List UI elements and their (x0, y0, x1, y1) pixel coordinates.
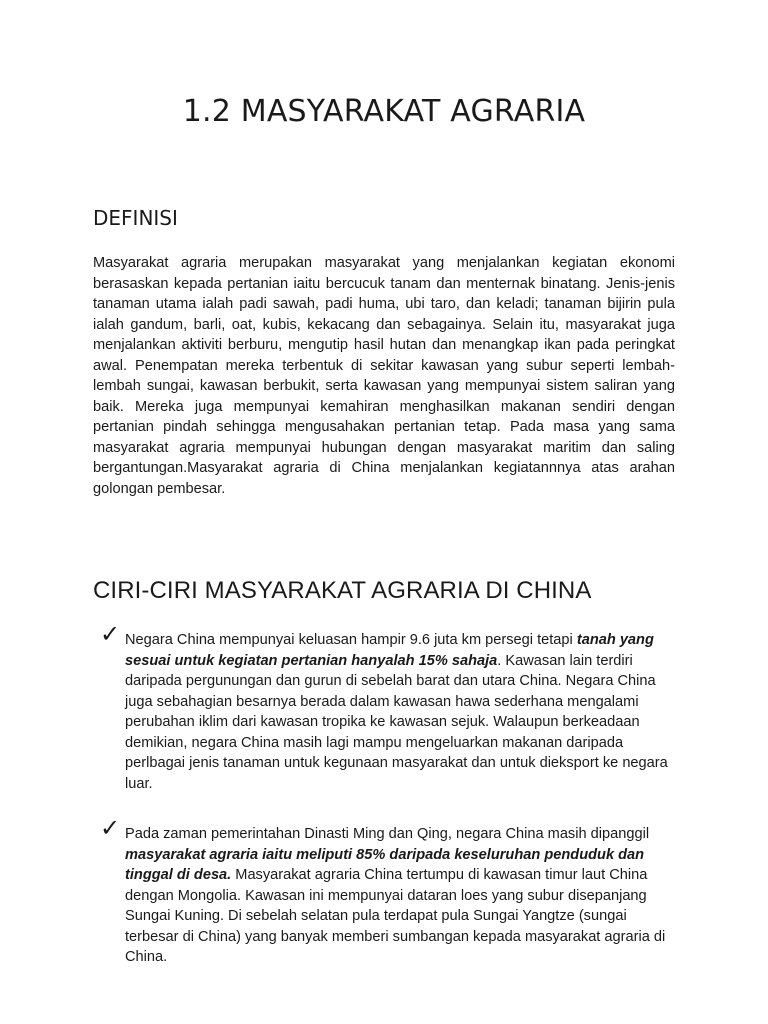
bullet-text (100, 622, 680, 794)
section-heading-ciri-ciri: CIRI-CIRI MASYARAKAT AGRARIA DI CHINA (93, 577, 592, 604)
bullet-text-plain: Negara China mempunyai keluasan hampir 9.6 juta km persegi tetapi (125, 632, 577, 648)
checkmark-icon: ✓ (100, 620, 121, 648)
bullet-text-emphasis: masyarakat agraria iaitu meliputi 85% daripada keseluruhan penduduk dan tinggal di desa. (125, 846, 645, 883)
section-heading-definisi: DEFINISI (93, 206, 178, 230)
definisi-paragraph: Masyarakat agraria merupakan masyarakat yang menjalankan kegiatan ekonomi berasaskan kepada pertanian iaitu bercucuk tanam dan menternak binatang. Jenis-jenis tanaman utama ialah padi sawah, padi huma, ubi taro, dan keladi; tanaman bijirin pula ialah gandum, barli, oat, kubis, kekacang dan sebagainya. Selain itu, masyarakat juga menjalankan aktiviti berburu, mengutip hasil hutan dan menangkap ikan pada peringkat awal. Penempatan mereka terbentuk di sekitar kawasan yang subur seperti lembah-lembah sungai, kawasan berbukit, serta kawasan yang mempunyai sistem saliran yang baik. Mereka juga mempunyai kemahiran menghasilkan makanan sendiri dengan pertanian pindah sehingga mengusahakan pertanian tetap. Pada masa yang sama masyarakat agraria mempunyai hubungan dengan masyarakat maritim dan saling bergantungan.Masyarakat agraria di China menjalankan kegiatannnya atas arahan golongan pembesar. (93, 255, 675, 497)
bullet-item (100, 816, 680, 968)
page-title: 1.2 MASYARAKAT AGRARIA (182, 94, 586, 129)
bullet-text (100, 816, 680, 968)
bullet-item (100, 622, 680, 794)
bullet-text-plain: Pada zaman pemerintahan Dinasti Ming dan Qing, negara China masih dipanggil (125, 826, 650, 842)
bullet-text-emphasis: tanah yang sesuai untuk kegiatan pertanian hanyalah 15% sahaja (125, 632, 654, 669)
bullet-text-plain: . Kawasan lain terdiri daripada pergunungan dan gurun di sebelah barat dan utara China. Negara China juga sebahagian besarnya berada dalam kawasan hawa sederhana mengalami perubahan iklim dari kawasan tropika ke kawasan sejuk. Walaupun berkeadaan demikian, negara China masih lagi mampu mengeluarkan makanan daripada perlbagai jenis tanaman untuk kegunaan masyarakat dan untuk dieksport ke negara luar. (125, 652, 668, 792)
bullet-text-plain: Masyarakat agraria China tertumpu di kawasan timur laut China dengan Mongolia. Kawasan ini mempunyai dataran loes yang subur disepanjang Sungai Kuning. Di sebelah selatan pula terdapat pula Sungai Yangtze (sungai terbesar di China) yang banyak memberi sumbangan kepada masyarakat agraria di China. (125, 867, 666, 965)
checkmark-icon: ✓ (100, 814, 121, 842)
